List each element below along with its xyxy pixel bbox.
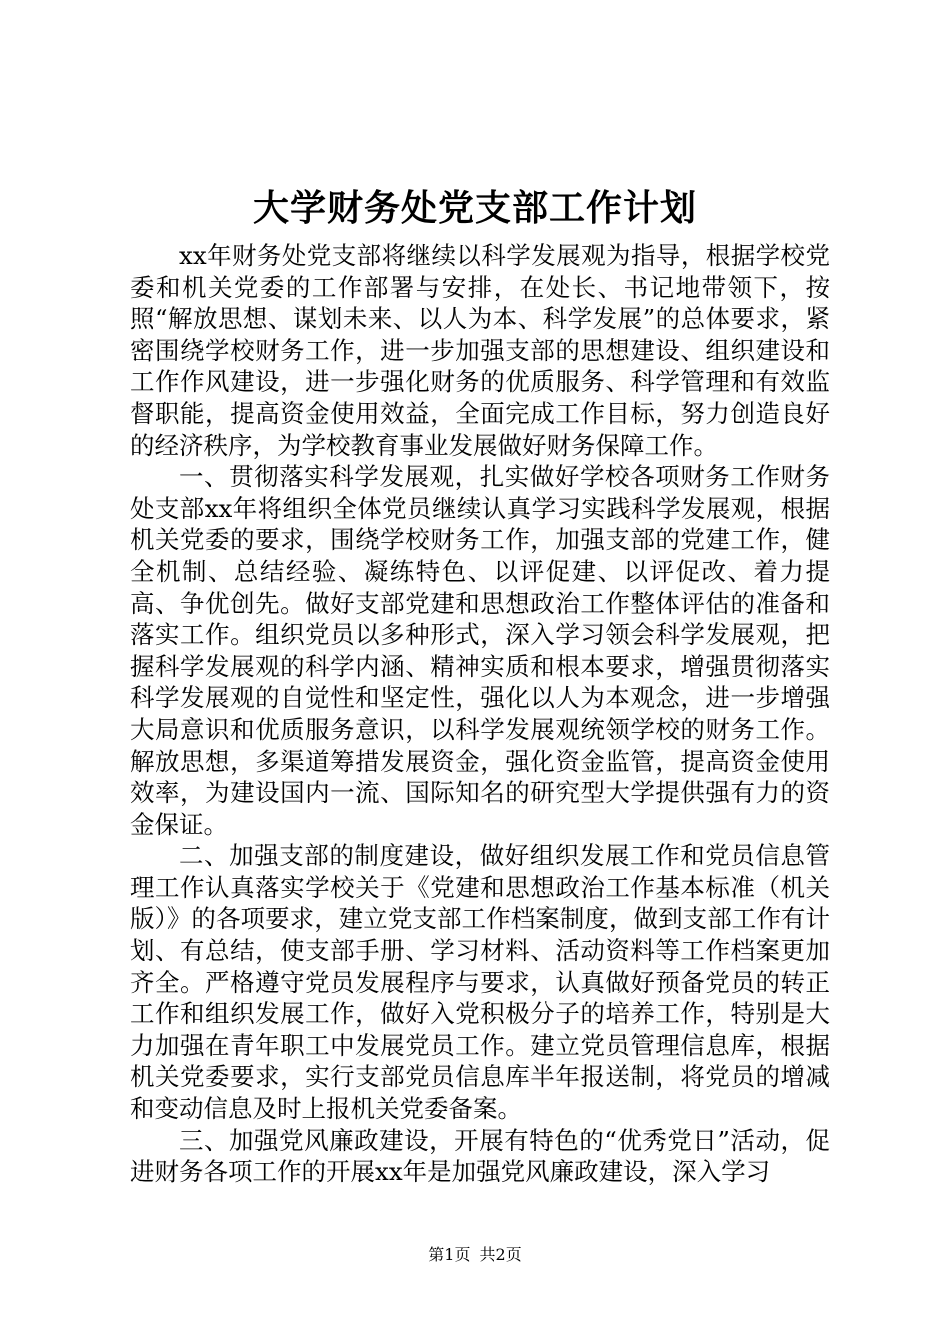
document-title: 大学财务处党支部工作计划 <box>252 187 697 229</box>
document-body <box>130 240 830 1188</box>
page-total: 共2页 <box>479 1245 522 1264</box>
page-number: 第1页 <box>428 1245 471 1264</box>
paragraph-intro: xx年财务处党支部将继续以科学发展观为指导，根据学校党委和机关党委的工作部署与安排，在处长、书记地带领下，按照“解放思想、谋划未来、以人为本、科学发展”的总体要求，紧密围绕学校财务工作，进一步加强支部的思想建设、组织建设和工作作风建设，进一步强化财务的优质服务、科学管理和有效监督职能，提高资金使用效益，全面完成工作目标，努力创造良好的经济秩序，为学校教育事业发展做好财务保障工作。 <box>130 241 830 460</box>
paragraph-section-2: 二、加强支部的制度建设，做好组织发展工作和党员信息管理工作认真落实学校关于《党建和思想政治工作基本标准（机关版）》的各项要求，建立党支部工作档案制度，做到支部工作有计划、有总结，使支部手册、学习材料、活动资料等工作档案更加齐全。严格遵守党员发展程序与要求，认真做好预备党员的转正工作和组织发展工作，做好入党积极分子的培养工作，特别是大力加强在青年职工中发展党员工作。建立党员管理信息库，根据机关党委要求，实行支部党员信息库半年报送制，将党员的增减和变动信息及时上报机关党委备案。 <box>130 841 830 1124</box>
paragraph-section-3: 三、加强党风廉政建设，开展有特色的“优秀党日”活动，促进财务各项工作的开展xx年是加强党风廉政建设，深入学习 <box>130 1125 830 1187</box>
paragraph-section-1: 一、贯彻落实科学发展观，扎实做好学校各项财务工作财务处支部xx年将组织全体党员继续认真学习实践科学发展观，根据机关党委的要求，围绕学校财务工作，加强支部的党建工作，健全机制、总结经验、凝练特色、以评促建、以评促改、着力提高、争优创先。做好支部党建和思想政治工作整体评估的准备和落实工作。组织党员以多种形式，深入学习领会科学发展观，把握科学发展观的科学内涵、精神实质和根本要求，增强贯彻落实科学发展观的自觉性和坚定性，强化以人为本观念，进一步增强大局意识和优质服务意识，以科学发展观统领学校的财务工作。解放思想，多渠道筹措发展资金，强化资金监管，提高资金使用效率，为建设国内一流、国际知名的研究型大学提供强有力的资金保证。 <box>130 462 830 839</box>
page-footer <box>0 1244 950 1266</box>
